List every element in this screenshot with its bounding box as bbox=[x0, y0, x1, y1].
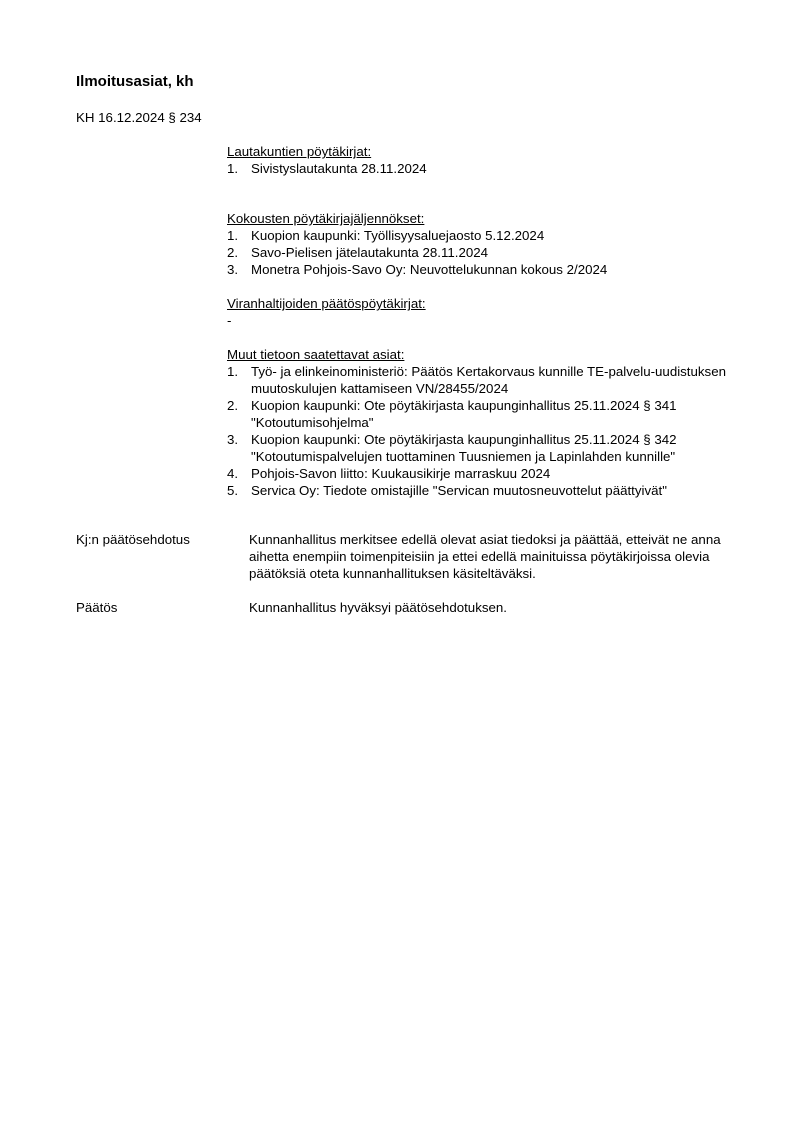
section-heading: Muut tietoon saatettavat asiat: bbox=[227, 347, 405, 362]
item-text: Servica Oy: Tiedote omistajille "Servican muutosneuvottelut päättyivät" bbox=[251, 483, 667, 498]
item-number: 4. bbox=[227, 466, 239, 481]
item-number: 1. bbox=[227, 364, 239, 379]
section-body: - bbox=[227, 313, 232, 328]
section-heading: Viranhaltijoiden päätöspöytäkirjat: bbox=[227, 296, 426, 311]
list-item bbox=[227, 227, 747, 244]
list-item bbox=[227, 244, 747, 261]
list-item bbox=[227, 160, 747, 177]
item-number: 2. bbox=[227, 245, 239, 260]
section-heading: Lautakuntien pöytäkirjat: bbox=[227, 144, 372, 159]
item-number: 5. bbox=[227, 483, 239, 498]
decision-text: Kunnanhallitus hyväksyi päätösehdotuksen. bbox=[249, 600, 507, 615]
list-item bbox=[227, 465, 747, 482]
item-text: Työ- ja elinkeinoministeriö: Päätös Kertakorvaus kunnille TE-palvelu-uudistuksen muutoskulujen kattamiseen VN/28455/2024 bbox=[251, 364, 726, 396]
proposal-text: Kunnanhallitus merkitsee edellä olevat asiat tiedoksi ja päättää, etteivät ne anna aihetta enempiin toimenpiteisiin ja ettei edellä mainituissa pöytäkirjoissa olevia päätöksiä oteta kunnanhallituksen käsiteltäväksi. bbox=[249, 532, 721, 581]
meeting-reference: KH 16.12.2024 § 234 bbox=[76, 110, 202, 125]
item-text: Kuopion kaupunki: Ote pöytäkirjasta kaupunginhallitus 25.11.2024 § 342 "Kotoutumispalvelujen tuottaminen Tuusniemen ja Lapinlahden kunnille" bbox=[251, 432, 677, 464]
item-text: Pohjois-Savon liitto: Kuukausikirje marraskuu 2024 bbox=[251, 466, 551, 481]
item-number: 1. bbox=[227, 228, 239, 243]
document-title: Ilmoitusasiat, kh bbox=[76, 73, 194, 90]
item-text: Kuopion kaupunki: Ote pöytäkirjasta kaupunginhallitus 25.11.2024 § 341 "Kotoutumisohjelma" bbox=[251, 398, 677, 430]
item-text: Savo-Pielisen jätelautakunta 28.11.2024 bbox=[251, 245, 489, 260]
item-number: 2. bbox=[227, 398, 239, 413]
section-officials-decisions bbox=[227, 295, 747, 329]
item-text: Monetra Pohjois-Savo Oy: Neuvottelukunnan kokous 2/2024 bbox=[251, 262, 608, 277]
section-board-minutes bbox=[227, 143, 747, 177]
item-number: 3. bbox=[227, 432, 239, 447]
list-item bbox=[227, 261, 747, 278]
item-text: Kuopion kaupunki: Työllisyysaluejaosto 5.12.2024 bbox=[251, 228, 545, 243]
proposal-label: Kj:n päätösehdotus bbox=[76, 532, 190, 547]
list-item bbox=[227, 397, 747, 431]
section-meeting-minutes bbox=[227, 210, 747, 278]
list-item bbox=[227, 482, 747, 499]
list-item bbox=[227, 363, 747, 397]
item-number: 1. bbox=[227, 161, 239, 176]
list-item bbox=[227, 431, 747, 465]
section-other-matters bbox=[227, 346, 747, 499]
section-heading: Kokousten pöytäkirjajäljennökset: bbox=[227, 211, 425, 226]
item-text: Sivistyslautakunta 28.11.2024 bbox=[251, 161, 427, 176]
decision-label: Päätös bbox=[76, 600, 118, 615]
item-number: 3. bbox=[227, 262, 239, 277]
